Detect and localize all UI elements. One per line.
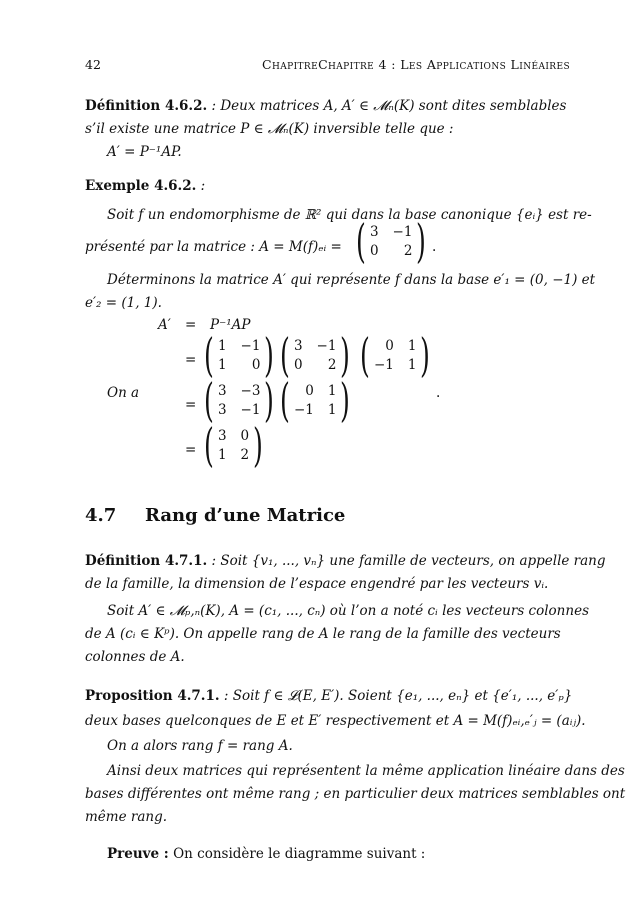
equals-sign: = bbox=[185, 442, 197, 458]
definition-line: s’il existe une matrice P ∈ 𝓜ₙ(K) inversible telle que : bbox=[85, 121, 454, 137]
matrix-cell: 3 bbox=[217, 382, 227, 399]
definition-line: Soit A′ ∈ 𝓜ₚ,ₙ(K), A = (c₁, ..., cₙ) où l’on a noté cᵢ les vecteurs colonnes bbox=[107, 603, 589, 619]
example-title: Exemple 4.6.2. bbox=[85, 178, 197, 194]
example-colon: : bbox=[200, 178, 206, 194]
period: . bbox=[432, 239, 437, 255]
matrix-cell: 1 bbox=[407, 337, 417, 354]
matrix-cell: −1 bbox=[392, 223, 413, 240]
proposition-line: bases différentes ont même rang ; en particulier deux matrices semblables ont bbox=[85, 786, 626, 802]
example-line: Soit f un endomorphisme de ℝ² qui dans la base canonique {eᵢ} est re- bbox=[107, 207, 592, 223]
matrix-cell: 3 bbox=[369, 223, 379, 240]
matrix-cell: −1 bbox=[316, 337, 337, 354]
equation-rhs: P⁻¹AP bbox=[210, 317, 251, 333]
matrix-cell: 1 bbox=[217, 337, 227, 354]
matrix-grid bbox=[370, 224, 413, 259]
definition-formula: A′ = P⁻¹AP. bbox=[107, 144, 182, 160]
proof bbox=[107, 846, 425, 862]
matrix-cell: −1 bbox=[373, 356, 394, 373]
matrix-cell: 1 bbox=[407, 356, 417, 373]
proposition-line: deux bases quelconques de E et E′ respectivement et A = M(f)ₑᵢ,ₑ′ⱼ = (aᵢⱼ). bbox=[85, 713, 586, 729]
definition-text: : Soit {v₁, ..., vₙ} une famille de vecteurs, on appelle rang bbox=[211, 553, 606, 569]
definition-text: : Deux matrices A, A′ ∈ 𝓜ₙ(K) sont dites semblables bbox=[211, 98, 567, 114]
matrix-P: ( 0 1 −1 1 ) bbox=[360, 328, 431, 382]
matrix-A-prime: ( 3 0 1 2 ) bbox=[204, 418, 264, 472]
matrix-cell: 3 bbox=[217, 427, 227, 444]
matrix-cell: 1 bbox=[217, 446, 227, 463]
matrix-A bbox=[352, 214, 430, 268]
example-4-6-2 bbox=[85, 178, 205, 194]
matrix-A: ( 3 −1 0 2 ) bbox=[280, 328, 351, 382]
matrix-cell: 0 bbox=[251, 356, 261, 373]
matrix-cell: 0 bbox=[293, 356, 303, 373]
equals-sign: = bbox=[185, 397, 197, 413]
equation-lhs: A′ bbox=[158, 317, 171, 333]
proposition-4-7-1 bbox=[85, 688, 572, 704]
equals-sign: = bbox=[185, 352, 197, 368]
proposition-title: Proposition 4.7.1. bbox=[85, 688, 220, 704]
example-line: e′₂ = (1, 1). bbox=[85, 295, 162, 311]
proposition-line: Ainsi deux matrices qui représentent la même application linéaire dans des bbox=[107, 763, 625, 779]
running-header: ChapitreChapitre 4 : Les Applications Linéaires bbox=[262, 57, 571, 72]
on-a-label: On a bbox=[107, 385, 140, 401]
definition-title: Définition 4.7.1. bbox=[85, 553, 208, 569]
matrix-cell: 0 bbox=[385, 337, 394, 354]
definition-line: de la famille, la dimension de l’espace engendré par les vecteurs vᵢ. bbox=[85, 576, 549, 592]
matrix-cell: 2 bbox=[327, 356, 337, 373]
proposition-line: même rang. bbox=[85, 809, 168, 825]
definition-line: colonnes de A. bbox=[85, 649, 185, 665]
page-number: 42 bbox=[85, 57, 101, 72]
section-title: Rang d’une Matrice bbox=[145, 505, 346, 526]
definition-title: Définition 4.6.2. bbox=[85, 98, 208, 114]
matrix-cell: 2 bbox=[403, 242, 413, 259]
matrix-cell: −1 bbox=[293, 401, 314, 418]
proposition-line: On a alors rang f = rang A. bbox=[107, 738, 293, 754]
definition-4-6-2 bbox=[85, 98, 566, 114]
left-paren: ( bbox=[356, 214, 366, 268]
section-number: 4.7 bbox=[85, 505, 117, 526]
matrix-cell: 0 bbox=[240, 427, 250, 444]
matrix-cell: 1 bbox=[217, 356, 227, 373]
matrix-cell: 0 bbox=[369, 242, 379, 259]
definition-4-7-1 bbox=[85, 553, 606, 569]
right-paren: ) bbox=[416, 214, 427, 268]
proof-label: Preuve : bbox=[107, 846, 169, 862]
equals-sign: = bbox=[185, 317, 197, 333]
matrix-P-inverse: ( 1 −1 1 0 ) bbox=[204, 328, 275, 382]
matrix-cell: −1 bbox=[240, 401, 261, 418]
matrix-cell: 1 bbox=[327, 401, 337, 418]
definition-line: de A (cᵢ ∈ Kᵖ). On appelle rang de A le rang de la famille des vecteurs bbox=[85, 626, 561, 642]
matrix-product-1: ( 3 −3 3 −1 ) bbox=[204, 373, 275, 427]
example-line: présenté par la matrice : A = M(f)ₑᵢ = bbox=[85, 239, 342, 255]
proof-text: On considère le diagramme suivant : bbox=[173, 846, 426, 862]
matrix-P: ( 0 1 −1 1 ) bbox=[280, 373, 351, 427]
matrix-cell: 1 bbox=[327, 382, 337, 399]
matrix-cell: −3 bbox=[240, 382, 261, 399]
matrix-cell: 2 bbox=[240, 446, 250, 463]
proposition-text: : Soit f ∈ 𝓛(E, E′). Soient {e₁, ..., eₙ} et {e′₁, ..., e′ₚ} bbox=[223, 688, 573, 704]
matrix-cell: −1 bbox=[240, 337, 261, 354]
period: . bbox=[436, 385, 441, 401]
matrix-cell: 3 bbox=[293, 337, 303, 354]
example-line: Déterminons la matrice A′ qui représente f dans la base e′₁ = (0, −1) et bbox=[107, 272, 596, 288]
matrix-cell: 0 bbox=[305, 382, 314, 399]
matrix-cell: 3 bbox=[217, 401, 227, 418]
